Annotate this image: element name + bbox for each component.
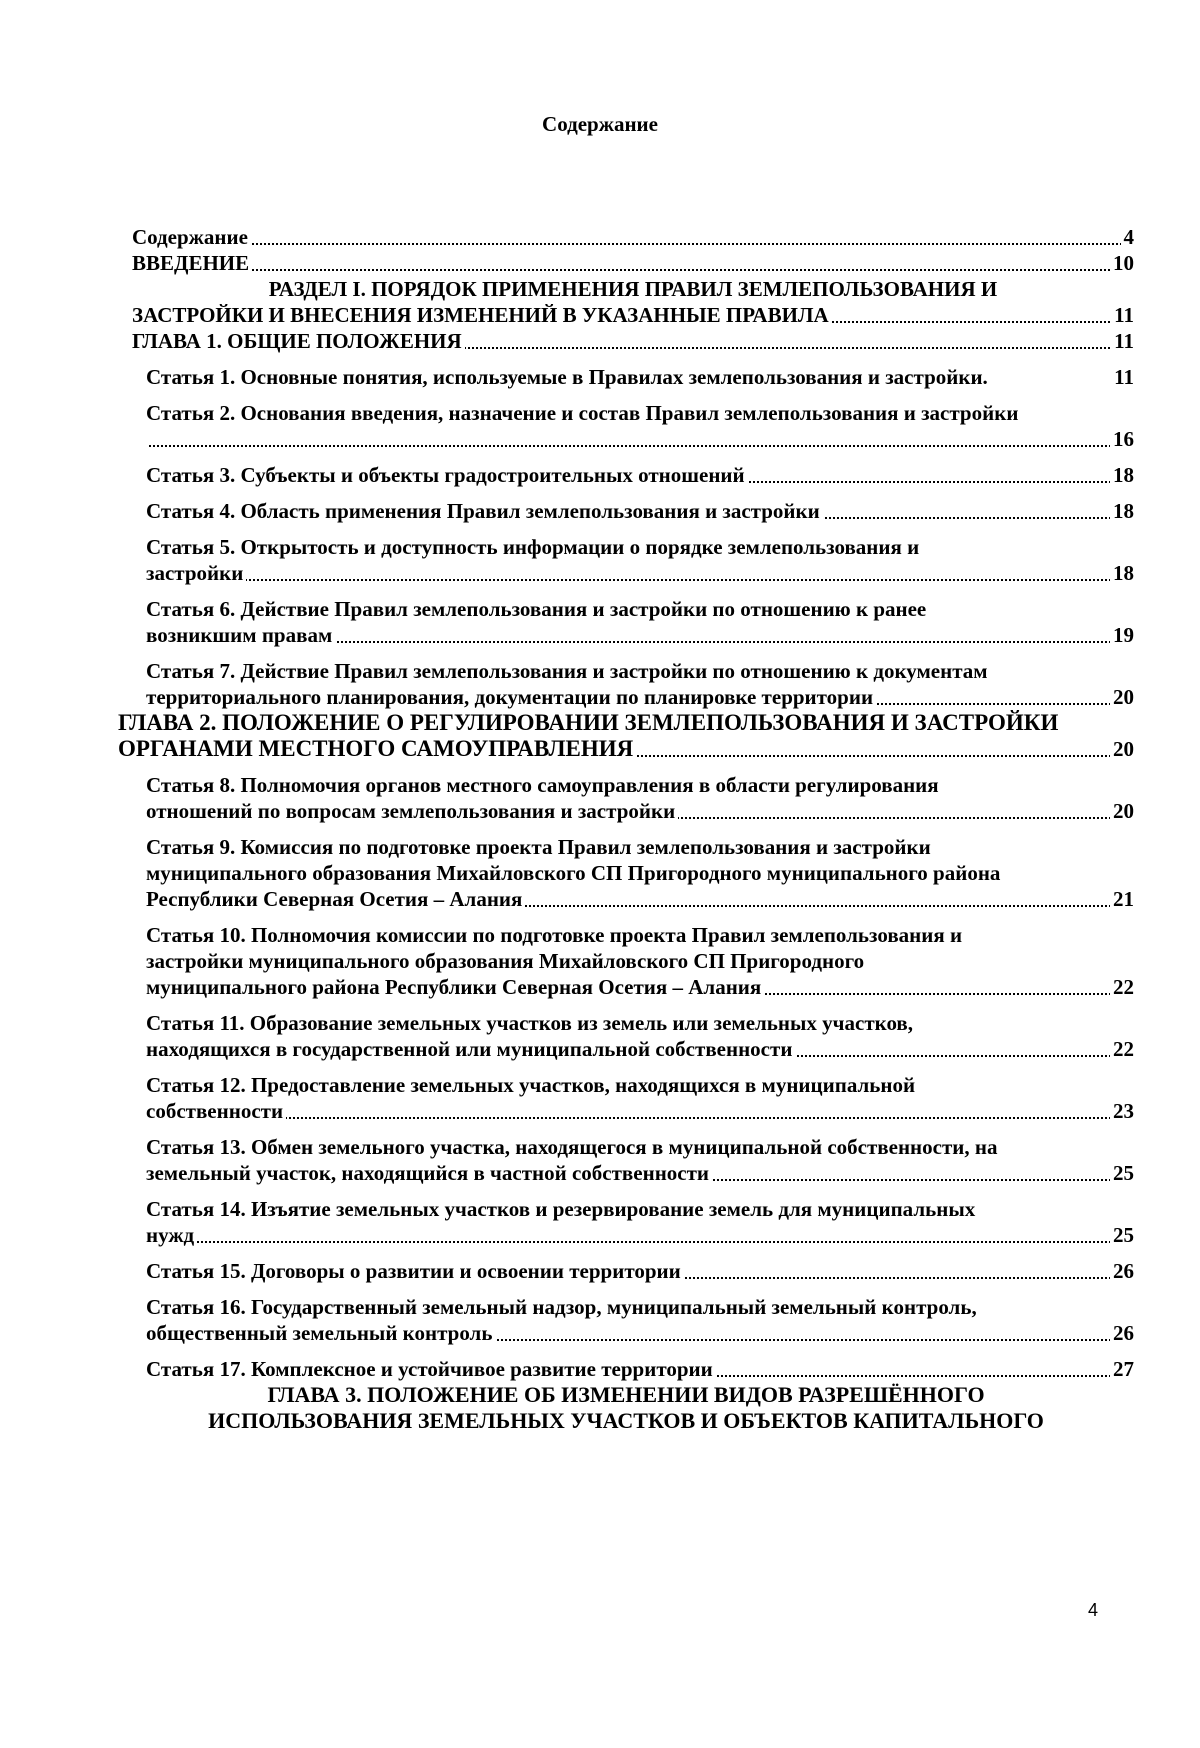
toc-label: застройки <box>146 561 246 585</box>
toc-entry-article-11[interactable] <box>146 1010 1134 1062</box>
toc-line: ГЛАВА 2. ПОЛОЖЕНИЕ О РЕГУЛИРОВАНИИ ЗЕМЛЕПОЛЬЗОВАНИЯ И ЗАСТРОЙКИ <box>118 710 1059 735</box>
toc-entry-article-3[interactable] <box>146 462 1134 488</box>
toc-label: территориального планирования, документации по планировке территории <box>146 685 876 709</box>
toc-label: Статья 17. Комплексное и устойчивое развитие территории <box>146 1357 716 1381</box>
toc-label: возникшим правам <box>146 623 335 647</box>
toc-page: 27 <box>1110 1356 1134 1382</box>
toc-entry-article-10[interactable] <box>146 922 1134 1000</box>
toc-page: 22 <box>1110 974 1134 1000</box>
toc-line: муниципального образования Михайловского СП Пригородного муниципального района <box>146 861 1001 885</box>
toc-label: ОРГАНАМИ МЕСТНОГО САМОУПРАВЛЕНИЯ <box>118 736 636 761</box>
toc-line: Статья 2. Основания введения, назначение и состав Правил землепользования и застройки <box>146 401 1019 425</box>
toc-line: РАЗДЕЛ I. ПОРЯДОК ПРИМЕНЕНИЯ ПРАВИЛ ЗЕМЛЕПОЛЬЗОВАНИЯ И <box>268 277 998 301</box>
toc-entry-article-12[interactable] <box>146 1072 1134 1124</box>
toc-page: 19 <box>1110 622 1134 648</box>
page-title: Содержание <box>542 112 658 136</box>
toc-page: 20 <box>1110 798 1134 824</box>
toc-label: находящихся в государственной или муниципальной собственности <box>146 1037 795 1061</box>
toc-page: 10 <box>1110 250 1134 276</box>
toc-page: 18 <box>1110 560 1134 586</box>
toc-line: ИСПОЛЬЗОВАНИЯ ЗЕМЕЛЬНЫХ УЧАСТКОВ И ОБЪЕКТОВ КАПИТАЛЬНОГО <box>208 1408 1044 1433</box>
toc-page: 23 <box>1110 1098 1134 1124</box>
toc-label: ГЛАВА 1. ОБЩИЕ ПОЛОЖЕНИЯ <box>132 329 465 353</box>
toc-line: Статья 6. Действие Правил землепользования и застройки по отношению к ранее <box>146 597 927 621</box>
toc-entry-article-2[interactable] <box>146 400 1134 452</box>
toc-entry-chapter-1[interactable] <box>132 328 1134 354</box>
toc-line: Статья 11. Образование земельных участков из земель или земельных участков, <box>146 1011 914 1035</box>
toc-page: 4 <box>1121 224 1135 250</box>
toc-line: Статья 7. Действие Правил землепользования и застройки по отношению к документам <box>146 659 988 683</box>
toc-page: 18 <box>1110 462 1134 488</box>
toc-label <box>146 427 149 451</box>
toc-line: Статья 16. Государственный земельный надзор, муниципальный земельный контроль, <box>146 1295 977 1319</box>
table-of-contents <box>118 224 1134 1434</box>
page-number: 4 <box>1088 1600 1099 1620</box>
toc-entry-introduction[interactable] <box>132 250 1134 276</box>
toc-entry-article-4[interactable] <box>146 498 1134 524</box>
toc-label: Содержание <box>132 225 251 249</box>
toc-line: ГЛАВА 3. ПОЛОЖЕНИЕ ОБ ИЗМЕНЕНИИ ВИДОВ РАЗРЕШЁННОГО <box>267 1382 985 1407</box>
toc-entry-article-1[interactable] <box>146 364 1134 390</box>
toc-label: Статья 3. Субъекты и объекты градостроительных отношений <box>146 463 748 487</box>
toc-page: 26 <box>1110 1320 1134 1346</box>
toc-page: 11 <box>1111 328 1134 354</box>
toc-label: Республики Северная Осетия – Алания <box>146 887 525 911</box>
toc-entry-article-16[interactable] <box>146 1294 1134 1346</box>
toc-entry-article-5[interactable] <box>146 534 1134 586</box>
toc-line: Статья 5. Открытость и доступность информации о порядке землепользования и <box>146 535 920 559</box>
toc-label: отношений по вопросам землепользования и застройки <box>146 799 678 823</box>
toc-page: 20 <box>1110 684 1134 710</box>
toc-page: 18 <box>1110 498 1134 524</box>
toc-page: 26 <box>1110 1258 1134 1284</box>
toc-entry-article-13[interactable] <box>146 1134 1134 1186</box>
toc-entry-article-15[interactable] <box>146 1258 1134 1284</box>
toc-page: 25 <box>1110 1222 1134 1248</box>
toc-label: муниципального района Республики Северная Осетия – Алания <box>146 975 764 999</box>
toc-entry-article-8[interactable] <box>146 772 1134 824</box>
toc-page: 11 <box>1111 302 1134 328</box>
toc-page: 11 <box>1111 364 1134 390</box>
toc-entry-chapter-2[interactable] <box>118 710 1134 762</box>
toc-label: ЗАСТРОЙКИ И ВНЕСЕНИЯ ИЗМЕНЕНИЙ В УКАЗАННЫЕ ПРАВИЛА <box>132 303 832 327</box>
toc-label: Статья 15. Договоры о развитии и освоении территории <box>146 1259 684 1283</box>
toc-line: Статья 10. Полномочия комиссии по подготовке проекта Правил землепользования и <box>146 923 963 947</box>
toc-line: Статья 12. Предоставление земельных участков, находящихся в муниципальной <box>146 1073 916 1097</box>
toc-label: общественный земельный контроль <box>146 1321 495 1345</box>
toc-line: застройки муниципального образования Михайловского СП Пригородного <box>146 949 865 973</box>
toc-label: Статья 4. Область применения Правил землепользования и застройки <box>146 499 823 523</box>
toc-label: нужд <box>146 1223 197 1247</box>
toc-page: 21 <box>1110 886 1134 912</box>
toc-entry-article-14[interactable] <box>146 1196 1134 1248</box>
toc-line: Статья 14. Изъятие земельных участков и резервирование земель для муниципальных <box>146 1197 976 1221</box>
toc-page: 20 <box>1110 736 1134 762</box>
toc-entry-article-7[interactable] <box>146 658 1134 710</box>
toc-entry-article-9[interactable] <box>146 834 1134 912</box>
toc-entry-chapter-3[interactable] <box>118 1382 1134 1434</box>
toc-page: 25 <box>1110 1160 1134 1186</box>
toc-label: ВВЕДЕНИЕ <box>132 251 252 275</box>
toc-label: Статья 1. Основные понятия, используемые в Правилах землепользования и застройки. <box>146 365 991 389</box>
toc-label: собственности <box>146 1099 286 1123</box>
toc-line: Статья 9. Комиссия по подготовке проекта Правил землепользования и застройки <box>146 835 931 859</box>
toc-line: Статья 8. Полномочия органов местного самоуправления в области регулирования <box>146 773 939 797</box>
toc-entry-article-17[interactable] <box>146 1356 1134 1382</box>
toc-label: земельный участок, находящийся в частной собственности <box>146 1161 712 1185</box>
toc-line: Статья 13. Обмен земельного участка, находящегося в муниципальной собственности, на <box>146 1135 998 1159</box>
toc-page: 22 <box>1110 1036 1134 1062</box>
toc-entry-contents[interactable] <box>132 224 1134 250</box>
toc-page: 16 <box>1110 426 1134 452</box>
toc-entry-section-1[interactable] <box>132 276 1134 328</box>
toc-entry-article-6[interactable] <box>146 596 1134 648</box>
